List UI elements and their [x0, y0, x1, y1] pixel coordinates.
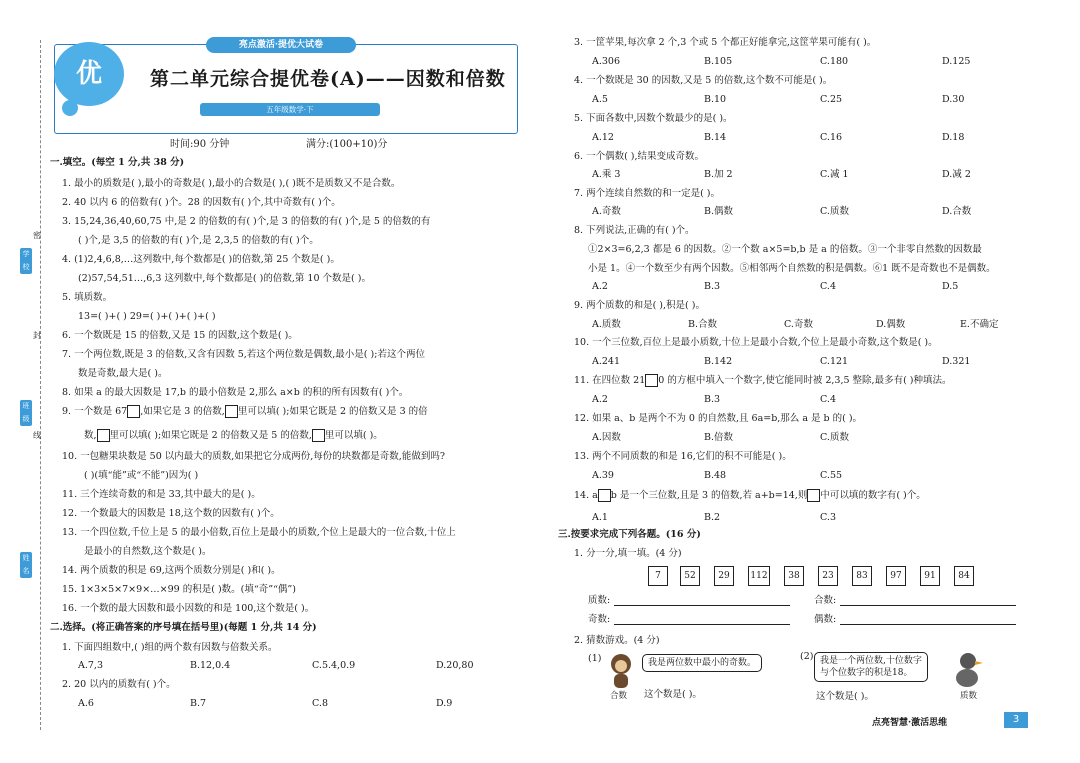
game-2-answer: 这个数是( )。 — [816, 691, 874, 702]
option: A.12 — [592, 132, 614, 143]
option: A.2 — [592, 394, 608, 405]
number-box: 38 — [784, 566, 804, 586]
blank-box[interactable] — [312, 429, 325, 442]
option: C.4 — [820, 281, 836, 292]
question-line: ( )个,是 3,5 的倍数的有( )个,是 2,3,5 的倍数的有( )个。 — [78, 235, 319, 246]
label-odd: 奇数: — [588, 614, 611, 625]
question-line: 14. 两个质数的积是 69,这两个质数分别是( )和( )。 — [62, 565, 281, 576]
number-box: 23 — [818, 566, 838, 586]
game-2-speech-bubble — [814, 652, 928, 682]
margin-char-line: 线 — [33, 431, 41, 440]
bubble-line: 与个位数字的积是18。 — [820, 668, 913, 678]
question-11: 11. 在四位数 21 0 的方框中填入一个数字,使它能同时被 2,3,5 整除,最多有( )种填法。 — [574, 375, 952, 386]
question-line: 7. 一个两位数,既是 3 的倍数,又含有因数 5,若这个两位数是偶数,最小是( );若这个两位 — [62, 349, 425, 360]
option: D.18 — [942, 132, 965, 143]
option: A.5 — [592, 94, 608, 105]
monkey-body — [614, 674, 628, 688]
question-line: 11. 三个连续奇数的和是 33,其中最大的是( )。 — [62, 489, 261, 500]
option: B.倍数 — [704, 432, 734, 443]
option: C.质数 — [820, 206, 849, 217]
question-line: 13. 一个四位数,千位上是 5 的最小倍数,百位上是最小的质数,个位上是最大的一位合数,十位上 — [62, 527, 456, 538]
blank-box[interactable] — [127, 405, 140, 418]
margin-tag-name: 姓名 — [20, 552, 32, 578]
question-line: 1. 分一分,填一填。(4 分) — [574, 548, 682, 559]
grade-band: 五年级数学·下 — [200, 103, 380, 116]
blank-box[interactable] — [598, 489, 611, 502]
option: D.9 — [436, 698, 453, 709]
question-line: ( )(填“能”或“不能”)因为( ) — [84, 470, 199, 481]
option: A.乘 3 — [592, 169, 621, 180]
number-box: 7 — [648, 566, 668, 586]
question-line: 5. 下面各数中,因数个数最少的是( )。 — [574, 113, 733, 124]
question-line: 13=( )+( ) 29=( )+( )+( )+( ) — [78, 311, 216, 322]
badge-dot — [62, 100, 78, 116]
option: B.加 2 — [704, 169, 733, 180]
option: A.奇数 — [592, 206, 621, 217]
question-line: 4. (1)2,4,6,8,…这列数中,每个数都是( )的倍数,第 25 个数是( )。 — [62, 254, 340, 265]
question-line: 12. 一个数最大的因数是 18,这个数的因数有( )个。 — [62, 508, 280, 519]
option: C.55 — [820, 470, 843, 481]
option: C.8 — [312, 698, 328, 709]
question-line: 10. 一包糖果块数是 50 以内最大的质数,如果把它分成两份,每份的块数都是奇数,能做到吗? — [62, 451, 445, 462]
option: C.180 — [820, 56, 849, 67]
option: C.4 — [820, 394, 836, 405]
section-heading: 三.按要求完成下列各题。(16 分) — [558, 529, 701, 540]
question-line: 3. 15,24,36,40,60,75 中,是 2 的倍数的有( )个,是 3 的倍数的有( )个,是 5 的倍数的有 — [62, 216, 431, 227]
option: C.3 — [820, 512, 836, 523]
option: A.因数 — [592, 432, 621, 443]
game-2-character-label: 质数 — [960, 691, 978, 701]
margin-tag-class: 班级 — [20, 400, 32, 426]
game-1-speech-bubble: 我是两位数中最小的奇数。 — [642, 654, 762, 672]
option: D.321 — [942, 356, 971, 367]
number-box: 83 — [852, 566, 872, 586]
margin-char-fold: 封 — [33, 331, 41, 340]
series-banner: 亮点激活·提优大试卷 — [206, 37, 356, 53]
option: A.1 — [592, 512, 608, 523]
option: C.16 — [820, 132, 843, 143]
duck-body — [956, 669, 978, 687]
blank-box[interactable] — [645, 374, 658, 387]
duck-figure — [952, 650, 986, 690]
number-box: 52 — [680, 566, 700, 586]
option: A.6 — [78, 698, 94, 709]
question-line: 1. 最小的质数是( ),最小的奇数是( ),最小的合数是( ),( )既不是质数又不是合数。 — [62, 178, 401, 189]
option: B.7 — [190, 698, 207, 709]
blank-box[interactable] — [807, 489, 820, 502]
option: B.3 — [704, 281, 721, 292]
option: B.2 — [704, 512, 721, 523]
option: B.偶数 — [704, 206, 734, 217]
option: A.39 — [592, 470, 614, 481]
question-line: ①2×3=6,2,3 都是 6 的因数。②一个数 a×5=b,b 是 a 的倍数。③一个非零自然数的因数最 — [588, 244, 982, 255]
number-box: 91 — [920, 566, 940, 586]
page-title: 第二单元综合提优卷(A)——因数和倍数 — [150, 68, 506, 90]
question-line: 2. 40 以内 6 的倍数有( )个。28 的因数有( )个,其中奇数有( )个。 — [62, 197, 341, 208]
question-line: (2)57,54,51…,6,3 这列数中,每个数都是( )的倍数,第 10 个数是( )。 — [78, 273, 371, 284]
footer-slogan: 点亮智慧·激活思维 — [872, 718, 948, 728]
label-even: 偶数: — [814, 614, 837, 625]
game-1-answer: 这个数是( )。 — [644, 689, 702, 700]
option: C.25 — [820, 94, 843, 105]
number-box: 84 — [954, 566, 974, 586]
option: A.241 — [592, 356, 621, 367]
question-line: 8. 如果 a 的最大因数是 17,b 的最小倍数是 2,那么 a×b 的积的所有因数有( )个。 — [62, 387, 409, 398]
blank-box[interactable] — [225, 405, 238, 418]
option: B.105 — [704, 56, 733, 67]
option: D.30 — [942, 94, 965, 105]
option: C.5.4,0.9 — [312, 660, 356, 671]
game-1-number: (1) — [588, 653, 602, 664]
question-line: 2. 20 以内的质数有( )个。 — [62, 679, 176, 690]
option: A.7,3 — [78, 660, 103, 671]
option: C.减 1 — [820, 169, 849, 180]
excellence-badge: 优 — [54, 42, 124, 106]
label-prime: 质数: — [588, 595, 611, 606]
question-line: 13. 两个不同质数的和是 16,它们的积不可能是( )。 — [574, 451, 792, 462]
answer-line-composite[interactable] — [840, 605, 1016, 606]
margin-char-seal: 密 — [33, 231, 41, 240]
option: B.合数 — [688, 319, 718, 330]
question-line: 1. 下面四组数中,( )组的两个数有因数与倍数关系。 — [62, 642, 278, 653]
option: C.121 — [820, 356, 849, 367]
page-number: 3 — [1004, 712, 1028, 728]
game-1-character-label: 合数 — [610, 691, 628, 701]
monkey-face — [615, 660, 627, 672]
option: E.不确定 — [960, 319, 999, 330]
question-line: 15. 1×3×5×7×9×…×99 的积是( )数。(填“奇”“偶”) — [62, 584, 296, 595]
option: B.12,0.4 — [190, 660, 231, 671]
option: A.质数 — [592, 319, 621, 330]
question-line: 4. 一个数既是 30 的因数,又是 5 的倍数,这个数不可能是( )。 — [574, 75, 833, 86]
binding-line — [40, 40, 41, 730]
question-line: 8. 下列说法,正确的有( )个。 — [574, 225, 695, 236]
answer-line-prime[interactable] — [614, 605, 790, 606]
option: B.10 — [704, 94, 727, 105]
question-line: 10. 一个三位数,百位上是最小质数,十位上是最小合数,个位上是最小奇数,这个数是( )。 — [574, 337, 938, 348]
option: A.2 — [592, 281, 608, 292]
option: D.125 — [942, 56, 971, 67]
question-9-line-2: 数, 里可以填( );如果它既是 2 的倍数又是 5 的倍数, 里可以填( )。 — [84, 430, 383, 441]
option: B.142 — [704, 356, 733, 367]
question-line: 3. 一筐苹果,每次拿 2 个,3 个或 5 个都正好能拿完,这筐苹果可能有( )。 — [574, 37, 877, 48]
option: C.质数 — [820, 432, 849, 443]
monkey-figure — [604, 652, 638, 692]
margin-tag-school: 学校 — [20, 248, 32, 274]
blank-box[interactable] — [97, 429, 110, 442]
option: A.306 — [592, 56, 621, 67]
duck-head — [960, 653, 976, 669]
answer-line-odd[interactable] — [614, 624, 790, 625]
section-heading: 一.填空。(每空 1 分,共 38 分) — [50, 157, 185, 168]
option: D.减 2 — [942, 169, 971, 180]
label-composite: 合数: — [814, 595, 837, 606]
bubble-line: 我是一个两位数,十位数字 — [820, 656, 922, 666]
question-line: 16. 一个数的最大因数和最小因数的和是 100,这个数是( )。 — [62, 603, 315, 614]
question-9-line-1: 9. 一个数是 67 ,如果它是 3 的倍数, 里可以填( );如果它既是 2 的倍数又是 3 的倍 — [62, 406, 428, 417]
exam-time: 时间:90 分钟 — [170, 139, 230, 150]
question-line: 小是 1。④一个数至少有两个因数。⑤相邻两个自然数的积是偶数。⑥1 既不是奇数也不是偶数。 — [588, 263, 996, 274]
question-line: 5. 填质数。 — [62, 292, 113, 303]
exam-score: 满分:(100+10)分 — [306, 139, 388, 150]
option: B.48 — [704, 470, 727, 481]
question-line: 12. 如果 a、b 是两个不为 0 的自然数,且 6a=b,那么 a 是 b 的( )。 — [574, 413, 863, 424]
answer-line-even[interactable] — [840, 624, 1016, 625]
question-line: 7. 两个连续自然数的和一定是( )。 — [574, 188, 721, 199]
duck-beak — [975, 661, 983, 665]
option: D.5 — [942, 281, 959, 292]
option: C.奇数 — [784, 319, 813, 330]
number-box: 97 — [886, 566, 906, 586]
option: D.偶数 — [876, 319, 906, 330]
question-line: 是最小的自然数,这个数是( )。 — [84, 546, 212, 557]
number-box: 112 — [748, 566, 770, 586]
question-line: 数是奇数,最大是( )。 — [78, 368, 168, 379]
question-line: 6. 一个偶数( ),结果变成奇数。 — [574, 151, 705, 162]
option: B.3 — [704, 394, 721, 405]
option: B.14 — [704, 132, 727, 143]
question-line: 9. 两个质数的和是( ),积是( )。 — [574, 300, 705, 311]
option: D.合数 — [942, 206, 972, 217]
number-box: 29 — [714, 566, 734, 586]
game-2-number: (2) — [800, 651, 814, 662]
question-line: 6. 一个数既是 15 的倍数,又是 15 的因数,这个数是( )。 — [62, 330, 298, 341]
option: D.20,80 — [436, 660, 474, 671]
question-line: 2. 猜数游戏。(4 分) — [574, 635, 660, 646]
question-14: 14. a b 是一个三位数,且是 3 的倍数,若 a+b=14,则 中可以填的数字有( )个。 — [574, 490, 926, 501]
section-heading: 二.选择。(将正确答案的序号填在括号里)(每题 1 分,共 14 分) — [50, 622, 317, 633]
